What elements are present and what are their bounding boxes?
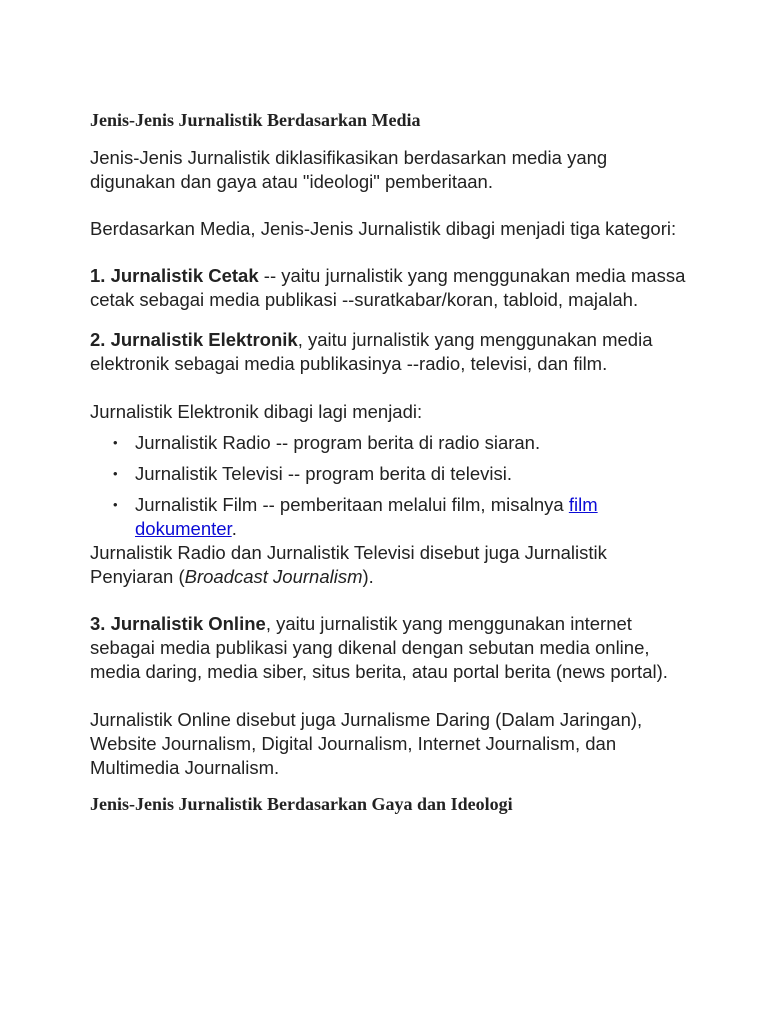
online-journalism-title: 3. Jurnalistik Online: [90, 613, 266, 634]
document-page: [90, 108, 690, 816]
bullet-icon: •: [113, 466, 118, 481]
list-item-television: [90, 462, 690, 486]
electronic-journalism-title: 2. Jurnalistik Elektronik: [90, 329, 298, 350]
broadcast-journalism-paragraph: [90, 541, 690, 589]
broadcast-text-before: Jurnalistik Radio dan Jurnalistik Televisi disebut juga Jurnalistik Penyiaran (: [90, 542, 607, 587]
print-journalism-title: 1. Jurnalistik Cetak: [90, 265, 259, 286]
list-item-text: Jurnalistik Radio -- program berita di radio siaran.: [135, 432, 541, 453]
bullet-icon: •: [113, 435, 118, 450]
online-journalism-aka-paragraph: Jurnalistik Online disebut juga Jurnalisme Daring (Dalam Jaringan), Website Journalism, Digital Journalism, Internet Journalism, dan Multimedia Journalism.: [90, 709, 643, 778]
broadcast-journalism-term: Broadcast Journalism: [184, 566, 363, 587]
list-item-radio: [90, 431, 690, 455]
print-journalism-paragraph: [90, 264, 690, 312]
categories-intro-paragraph: Berdasarkan Media, Jenis-Jenis Jurnalistik dibagi menjadi tiga kategori:: [90, 218, 677, 239]
list-item-end: .: [231, 518, 237, 539]
intro-paragraph: Jenis-Jenis Jurnalistik diklasifikasikan berdasarkan media yang digunakan dan gaya atau "ideologi" pemberitaan.: [90, 147, 608, 192]
online-journalism-paragraph: [90, 612, 690, 684]
list-item-text: Jurnalistik Film -- pemberitaan melalui film, misalnya: [135, 494, 569, 515]
electronic-journalism-paragraph: [90, 328, 690, 376]
bullet-icon: •: [113, 497, 118, 512]
broadcast-text-after: ).: [362, 566, 374, 587]
print-journalism-text: -- yaitu jurnalistik yang menggunakan media massa cetak sebagai media publikasi --suratkabar/koran, tabloid, majalah.: [90, 265, 686, 310]
list-item-text: Jurnalistik Televisi -- program berita di televisi.: [135, 463, 512, 484]
electronic-subtypes-list: [90, 431, 690, 541]
electronic-journalism-text: , yaitu jurnalistik yang menggunakan media elektronik sebagai media publikasinya --radio, televisi, dan film.: [90, 329, 653, 374]
online-journalism-text: , yaitu jurnalistik yang menggunakan internet sebagai media publikasi yang dikenal dengan sebutan media online, media daring, media siber, situs berita, atau portal berita (news portal).: [90, 613, 668, 682]
electronic-subtypes-intro: Jurnalistik Elektronik dibagi lagi menjadi:: [90, 401, 423, 422]
heading-by-style-ideology: Jenis-Jenis Jurnalistik Berdasarkan Gaya dan Ideologi: [90, 794, 513, 814]
heading-by-media: Jenis-Jenis Jurnalistik Berdasarkan Media: [90, 110, 421, 130]
documentary-film-link[interactable]: film dokumenter: [135, 494, 598, 539]
list-item-film: [90, 493, 690, 541]
